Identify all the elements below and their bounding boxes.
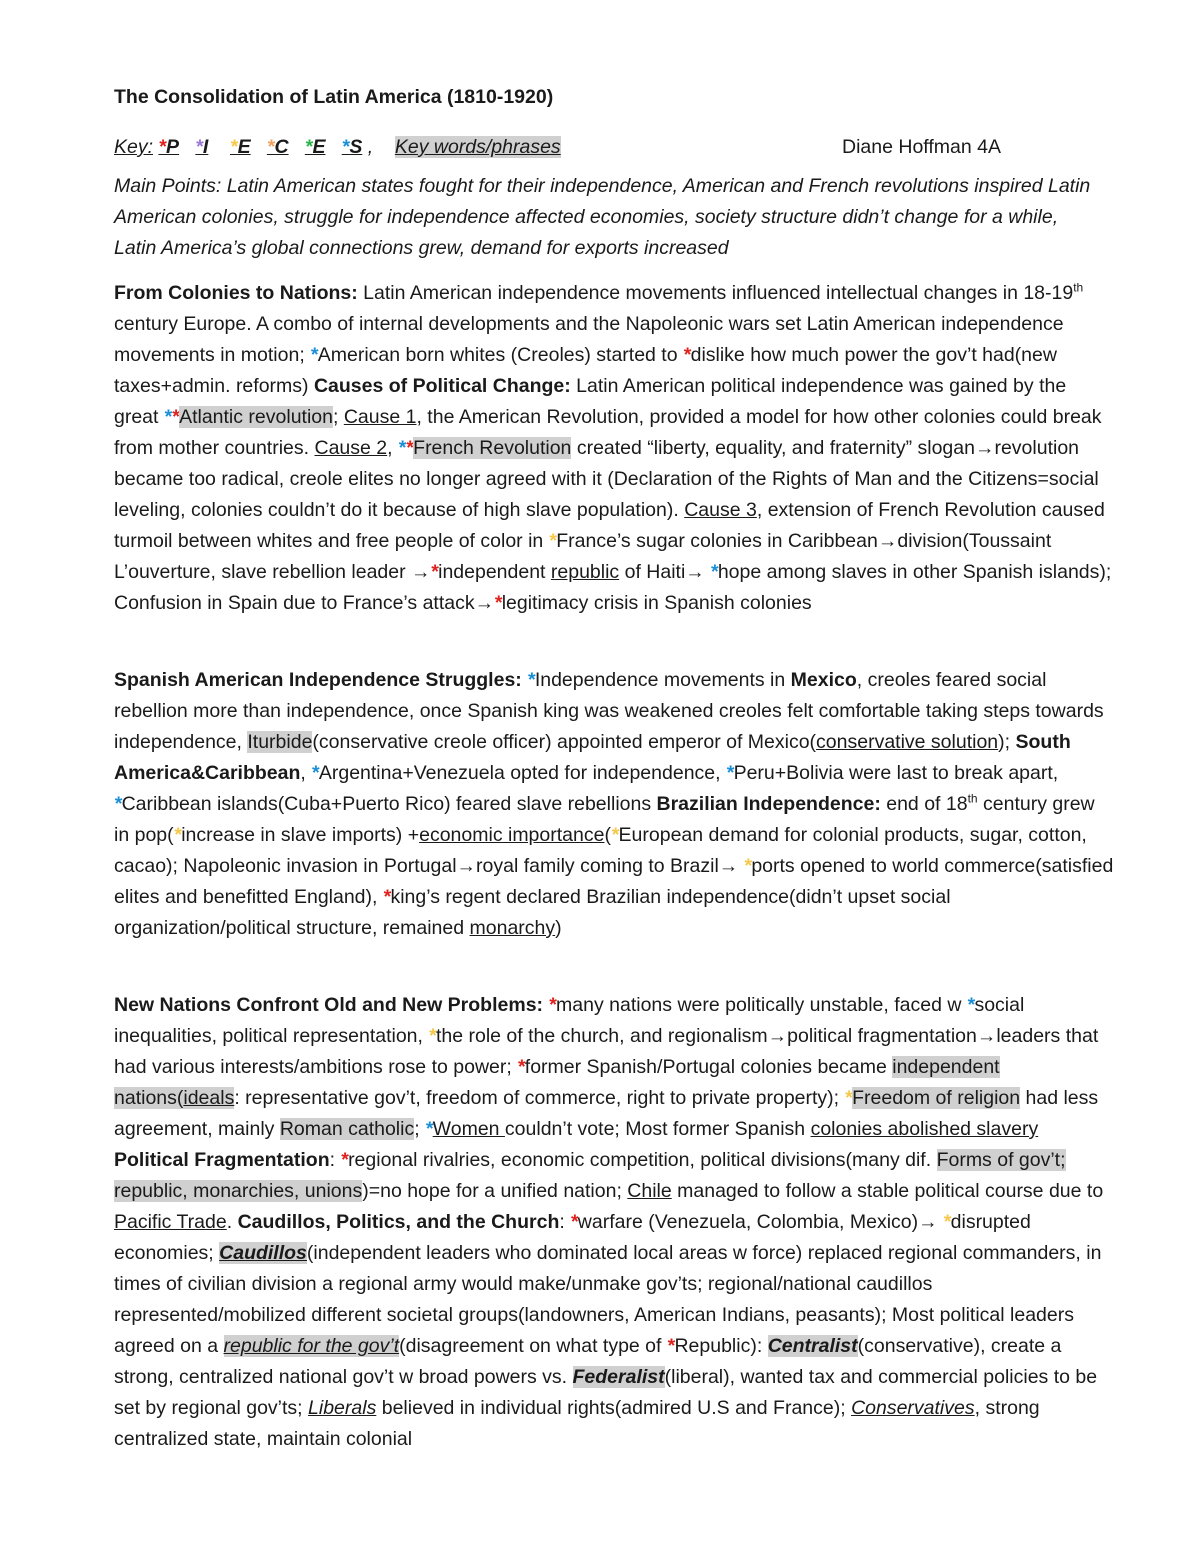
star-marker: * [937, 1211, 951, 1233]
star-marker: * [311, 762, 319, 784]
key-phrase: Freedom of religion [852, 1087, 1021, 1109]
star-marker: * [266, 136, 275, 158]
star-marker: * [171, 406, 180, 428]
arrow-icon: → [456, 855, 477, 877]
arrow-icon: → [767, 1025, 788, 1047]
star-marker: * [610, 824, 619, 846]
author-name: Diane Hoffman 4A [842, 136, 1001, 158]
section-new-nations-problems: New Nations Confront Old and New Problems: *many nations were politically unstable, faced w *social inequalities, political representation, *the role of the church, and regionalism→political fragmentation→leaders that had various interests/ambitions rose to power; *former Spanish/Portugal colonies became independent nations(ideals: representative gov’t, freedom of commerce, right to private property); *Freedom of religion had less agreement, mainly Roman catholic; *Women couldn’t vote; Most former Spanish colonies abolished slavery Political Fragmentation: *regional rivalries, economic competition, political divisions(many dif. Forms of gov’t; republic, monarchies, unions)=no hope for a unified nation; Chile managed to follow a stable political course due to Pacific Trade. Caudillos, Politics, and the Church: *warfare (Venezuela, Colombia, Mexico)→ *disrupted economies; Caudillos(independent leaders who dominated local areas w force) replaced regional commanders, in times of civilian division a regional army would make/unmake gov’ts; regional/national caudillos represented/mobilized different societal groups(landowners, American Indians, peasants); Most political leaders agreed on a republic for the gov’t(disagreement on what type of *Republic): Centralist(conservative), create a strong, centralized national gov’t w broad powers vs. Federalist(liberal), wanted tax and commercial policies to be set by regional gov’ts; Liberals believed in individual rights(admired U.S and France); Conservatives, strong centralized state, maintain colonial [114, 994, 1104, 1450]
star-marker: * [543, 994, 557, 1016]
star-marker: * [430, 561, 439, 583]
section-colonies-to-nations: From Colonies to Nations: Latin American independence movements influenced intellectual changes in 18-19th century Europe. A combo of internal developments and the Napoleonic wars set Latin American independence movements in motion; *American born whites (Creoles) started to *dislike how much power the gov’t had(new taxes+admin. reforms) Causes of Political Change: Latin American political independence was gained by the great **Atlantic revolution; Cause 1, the American Revolution, provided a model for how other colonies could break from mother countries. Cause 2, **French Revolution created “liberty, equality, and fraternity” slogan→revolution became too radical, creole elites no longer agreed with it (Declaration of the Rights of Man and the Citizens=social leveling, colonies couldn’t do it because of high slave population). Cause 3, extension of French Revolution caused turmoil between whites and free people of color in *France’s sugar colonies in Caribbean→division(Toussaint L’ouverture, slave rebellion leader →*independent republic of Haiti→ *hope among slaves in other Spanish islands); Confusion in Spain due to France’s attack→*legitimacy crisis in Spanish colonies [114, 280, 1112, 614]
underlined-term: Chile [627, 1180, 672, 1202]
star-marker: * [397, 437, 406, 459]
star-marker: * [340, 1149, 349, 1171]
key-phrase: Federalist [572, 1366, 665, 1388]
section-heading: From Colonies to Nations: [114, 282, 358, 304]
underlined-term: Liberals [308, 1397, 377, 1419]
key-item-p: *P [158, 136, 180, 158]
key-phrase: Iturbide [247, 731, 313, 753]
underlined-term: Pacific Trade [114, 1211, 227, 1233]
subsection-heading: South America&Caribbean [114, 731, 1071, 784]
star-marker: * [163, 406, 172, 428]
star-marker: * [341, 136, 350, 158]
star-marker: * [428, 1025, 436, 1047]
star-marker: * [548, 530, 557, 552]
key-phrase: Forms of gov’t; republic, monarchies, unions [114, 1149, 1066, 1202]
key-item-c: *C [266, 136, 289, 158]
key-phrase: republic for the gov’t [223, 1335, 400, 1357]
star-marker: * [195, 136, 203, 158]
star-marker: * [382, 886, 391, 908]
star-marker: * [517, 1056, 525, 1078]
section-heading: New Nations Confront Old and New Problems: [114, 994, 544, 1016]
underlined-term: Women [432, 1118, 505, 1140]
star-marker: * [425, 1118, 433, 1140]
underlined-term: colonies abolished slavery [810, 1118, 1039, 1140]
underlined-term: Cause 1 [343, 406, 417, 428]
underlined-term: conservative solution [816, 731, 999, 753]
subsection-heading: Causes of Political Change: [313, 375, 571, 397]
subsection-heading: Political Fragmentation [114, 1149, 330, 1171]
arrow-icon: → [474, 592, 495, 614]
arrow-icon: → [718, 855, 739, 877]
subsection-heading: Caudillos, Politics, and the Church [237, 1211, 560, 1233]
star-marker: * [158, 136, 167, 158]
arrow-icon: → [976, 1025, 997, 1047]
arrow-icon: → [918, 1211, 938, 1233]
underlined-term: monarchy [469, 917, 556, 939]
star-marker: * [405, 437, 414, 459]
key-phrase-sample: Key words/phrases [394, 136, 561, 158]
key-phrase: independent nations( [114, 1056, 1000, 1109]
star-marker: * [570, 1211, 578, 1233]
key-phrase: Caudillos [219, 1242, 307, 1264]
underlined-term: republic [550, 561, 620, 583]
star-marker: * [114, 793, 122, 815]
underlined-term: Conservatives [851, 1397, 975, 1419]
key-item-e2: *E [304, 136, 326, 158]
key-phrase: Atlantic revolution [179, 406, 333, 428]
key-phrase: Centralist [767, 1335, 858, 1357]
star-marker: * [966, 994, 975, 1016]
arrow-icon: → [685, 561, 705, 583]
underlined-term: economic importance [419, 824, 605, 846]
arrow-icon: → [411, 561, 431, 583]
key-item-e: *E [230, 136, 251, 158]
section-heading: Spanish American Independence Struggles: [114, 669, 522, 691]
star-marker: * [725, 762, 734, 784]
section-spanish-american-independence: Spanish American Independence Struggles: *Independence movements in Mexico, creoles feared social rebellion more than independence, once Spanish king was weakened creoles felt comfortable taking steps towards independence, Iturbide(conservative creole officer) appointed emperor of Mexico(conservative solution); South America&Caribbean, *Argentina+Venezuela opted for independence, *Peru+Bolivia were last to break apart, *Caribbean islands(Cuba+Puerto Rico) feared slave rebellions Brazilian Independence: end of 18th century grew in pop(*increase in slave imports) +economic importance(*European demand for colonial products, sugar, cotton, cacao); Napoleonic invasion in Portugal→royal family coming to Brazil→ *ports opened to world commerce(satisfied elites and benefitted England), *king’s regent declared Brazilian independence(didn’t upset social organization/political structure, remained monarchy) [114, 669, 1114, 939]
document-title: The Consolidation of Latin America (1810-1920) [114, 86, 554, 108]
star-marker: * [704, 561, 718, 583]
key-comma: , [367, 136, 374, 158]
star-marker: * [521, 669, 535, 691]
star-marker: * [304, 136, 313, 158]
key-phrase: French Revolution [413, 437, 572, 459]
star-marker: * [494, 592, 502, 614]
key-label: Key: [114, 136, 154, 158]
star-marker: * [666, 1335, 675, 1357]
key-item-s: *S [341, 136, 363, 158]
key-phrase: ideals [183, 1087, 235, 1109]
key-phrase: Roman catholic [279, 1118, 415, 1140]
star-marker: * [310, 344, 318, 366]
star-marker: * [738, 855, 752, 877]
key-legend [114, 134, 1094, 160]
star-marker: * [844, 1087, 853, 1109]
arrow-icon: → [974, 437, 995, 459]
arrow-icon: → [877, 530, 898, 552]
subsection-heading: Brazilian Independence: [656, 793, 881, 815]
underlined-term: Cause 3 [684, 499, 757, 521]
key-item-i: *I [195, 136, 209, 158]
star-marker: * [230, 136, 238, 158]
underlined-term: Cause 2 [314, 437, 388, 459]
star-marker: * [683, 344, 691, 366]
main-points: Main Points: Latin American states fought for their independence, American and French revolutions inspired Latin American colonies, struggle for independence affected economies, society structure didn’t change for a while, Latin America’s global connections grew, demand for exports increased [114, 175, 1091, 259]
star-marker: * [173, 824, 182, 846]
